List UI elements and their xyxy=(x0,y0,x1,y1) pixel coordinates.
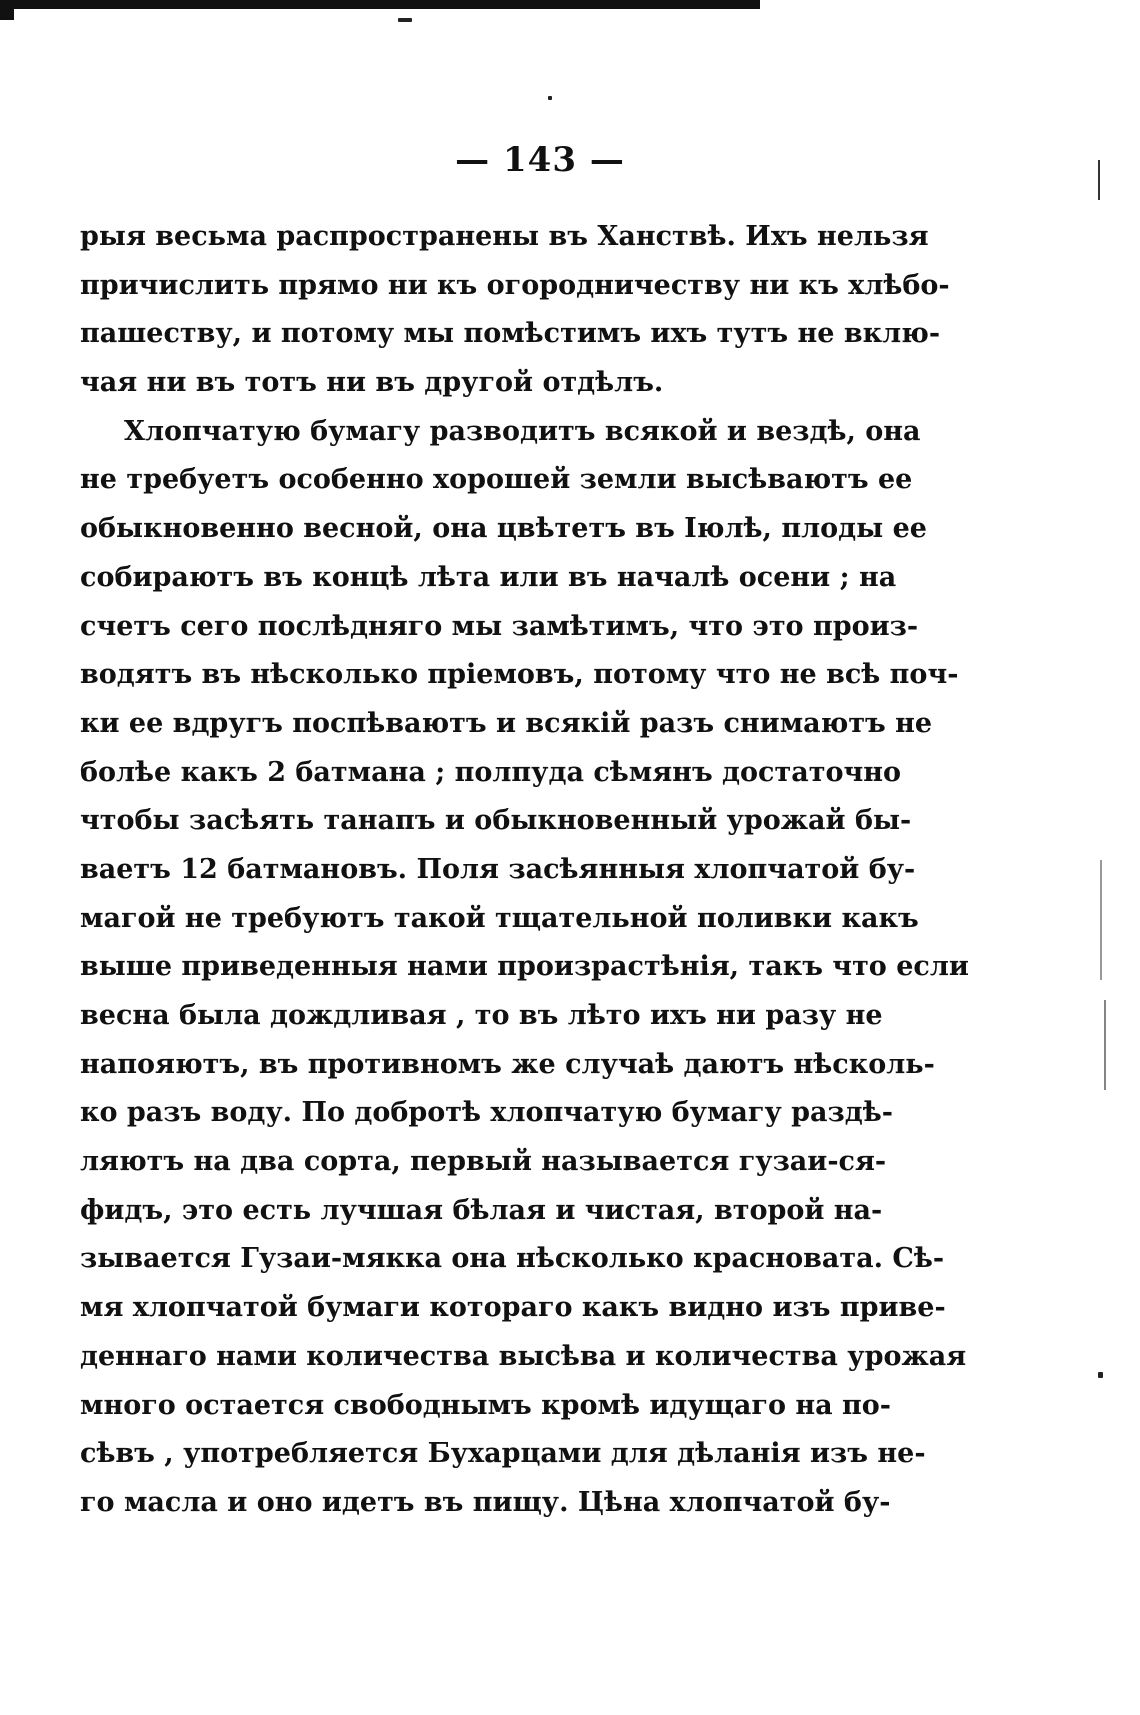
text-line: ко разъ воду. По добротѣ хлопчатую бумагу раздѣ- xyxy=(80,1097,893,1129)
scan-speck xyxy=(398,18,412,22)
text-line: обыкновенно весной, она цвѣтетъ въ Іюлѣ, плоды ее xyxy=(80,513,927,545)
page-number: — 143 — xyxy=(455,140,625,180)
text-line: водятъ въ нѣсколько пріемовъ, потому что не всѣ поч- xyxy=(80,659,959,691)
scan-corner-mark xyxy=(0,0,14,20)
text-line: пашеству, и потому мы помѣстимъ ихъ тутъ не вклю- xyxy=(80,318,941,350)
text-line: рыя весьма распространены въ Ханствѣ. Ихъ нельзя xyxy=(80,221,929,252)
text-line: счетъ сего послѣдняго мы замѣтимъ, что это произ- xyxy=(80,610,919,642)
text-line: выше приведенныя нами произрастѣнія, такъ что если xyxy=(80,951,969,983)
text-line: чтобы засѣять танапъ и обыкновенный урожай бы- xyxy=(80,805,912,837)
text-line: го масла и оно идетъ въ пищу. Цѣна хлопчатой бу- xyxy=(80,1486,891,1518)
scan-edge-mark xyxy=(1100,860,1102,980)
text-line: собираютъ въ концѣ лѣта или въ началѣ осени ; на xyxy=(80,561,897,593)
scan-edge-mark xyxy=(1104,1000,1106,1090)
text-line: сѣвъ , употребляется Бухарцами для дѣланія изъ не- xyxy=(80,1438,926,1470)
text-line: ляютъ на два сорта, первый называется гузаи-ся- xyxy=(80,1146,887,1178)
body-text xyxy=(80,213,969,1528)
text-line: весна была дождливая , то въ лѣто ихъ ни разу не xyxy=(80,1000,883,1031)
text-line: болѣе какъ 2 батмана ; полпуда сѣмянъ достаточно xyxy=(80,756,901,788)
scan-speck xyxy=(548,96,552,100)
text-line: ки ее вдругъ поспѣваютъ и всякій разъ снимаютъ не xyxy=(80,707,933,739)
scan-top-border xyxy=(0,0,760,9)
text-line: мя хлопчатой бумаги котораго какъ видно изъ приве- xyxy=(80,1292,946,1324)
text-line: Хлопчатую бумагу разводитъ всякой и вездѣ, она xyxy=(124,415,921,447)
text-line: причислить прямо ни къ огородничеству ни къ хлѣбо- xyxy=(80,269,950,301)
text-line: не требуетъ особенно хорошей земли высѣваютъ ее xyxy=(80,464,913,496)
text-line: фидъ, это есть лучшая бѣлая и чистая, второй на- xyxy=(80,1194,883,1226)
text-line: много остается свободнымъ кромѣ идущаго на по- xyxy=(80,1389,891,1421)
text-line: ваетъ 12 батмановъ. Поля засѣянныя хлопчатой бу- xyxy=(80,853,916,885)
text-line: деннаго нами количества высѣва и количества урожая xyxy=(80,1340,967,1372)
text-line: зывается Гузаи-мякка она нѣсколько красновата. Сѣ- xyxy=(80,1243,945,1275)
text-line: напояютъ, въ противномъ же случаѣ даютъ нѣсколь- xyxy=(80,1048,935,1080)
scan-speck xyxy=(1098,1372,1103,1378)
text-line: чая ни въ тотъ ни въ другой отдѣлъ. xyxy=(80,367,664,399)
text-line: магой не требуютъ такой тщательной поливки какъ xyxy=(80,902,919,934)
